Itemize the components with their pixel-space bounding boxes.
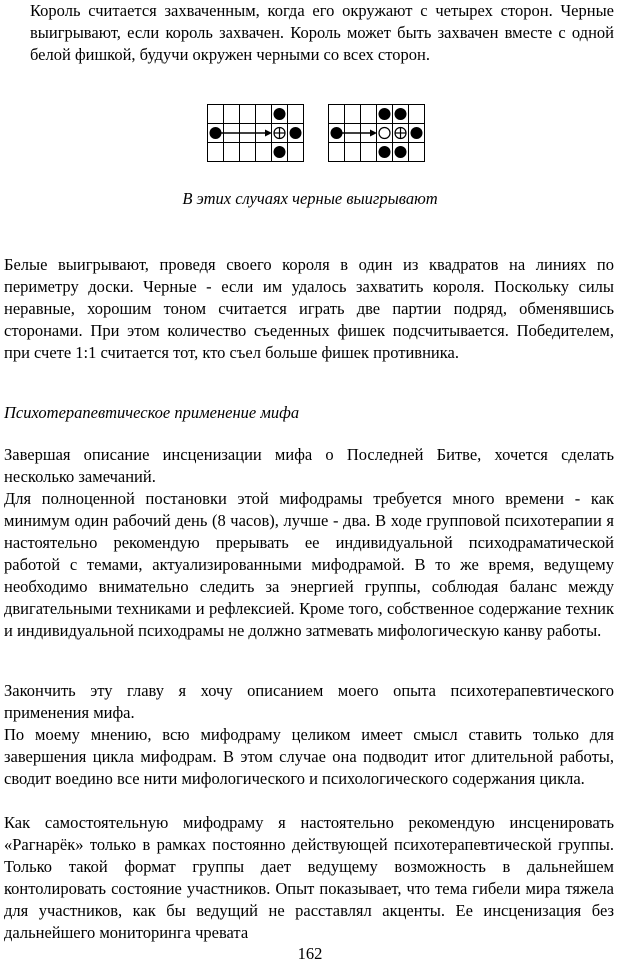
king-piece-icon bbox=[395, 128, 406, 139]
black-piece-bottom-2 bbox=[395, 146, 407, 158]
paragraph-3: Закончить эту главу я хочу описанием моего опыта психотерапевтического применения мифа. bbox=[4, 681, 614, 722]
capture-diagram-king-only bbox=[207, 104, 307, 164]
black-piece-top bbox=[274, 108, 286, 120]
arrow-icon bbox=[221, 130, 272, 137]
black-piece-left bbox=[210, 127, 222, 139]
black-piece-left bbox=[331, 127, 343, 139]
black-piece-bottom bbox=[274, 146, 286, 158]
black-piece-right bbox=[411, 127, 423, 139]
paragraph-4: По моему мнению, всю мифодраму целиком имеет смысл ставить только для завершения цикла мифодрам. В этом случае она подводит итог длительной работы, сводит воедино все нити мифологического и психологического содержания цикла. bbox=[4, 725, 614, 788]
white-piece-icon bbox=[379, 128, 390, 139]
paragraph-white-wins: Белые выигрывают, проведя своего короля в один из квадратов на линиях по периметру доски. Черные - если им удалось захватить короля. Поскольку силы неравные, хорошим тоном считается играть две партии подряд, обменявшись сторонами. При этом количество съеденных фишек подсчитывается. Победителем, при счете 1:1 считается тот, кто съел больше фишек противника. bbox=[4, 255, 614, 362]
page-number: 162 bbox=[297, 944, 323, 963]
diagram-caption: В этих случаях черные выигрывают bbox=[182, 189, 438, 208]
black-piece-right bbox=[290, 127, 302, 139]
king-piece-icon bbox=[274, 128, 285, 139]
paragraph-2: Для полноценной постановки этой мифодрамы требуется много времени - как минимум один рабочий день (8 часов), лучше - два. В ходе групповой психотерапии я настоятельно рекомендую прерывать ее индивидуальной психодраматической работой с темами, актуализированными мифодрамой. В то же время, ведущему необходимо внимательно следить за энергией группы, соблюдая баланс между двигательными техниками и рефлексией. Кроме того, собственное содержание техник и индивидуальной психодрамы не должно затмевать мифологическую канву работы. bbox=[4, 489, 614, 640]
paragraph-5: Как самостоятельную мифодраму я настоятельно рекомендую инсценировать «Рагнарёк» только в рамках постоянно действующей психотерапевтической группы. Только такой формат группы дает ведущему возможность в дальнейшем контолировать состояние участников. Опыт показывает, что тема гибели мира тяжела для участников, как бы ведущий не расставлял акценты. Ее инсценизация без дальнейшего мониторинга чревата bbox=[4, 813, 614, 942]
black-piece-bottom-1 bbox=[379, 146, 391, 158]
capture-diagram-king-with-white bbox=[328, 104, 428, 164]
arrow-icon bbox=[342, 130, 377, 137]
black-piece-top-1 bbox=[379, 108, 391, 120]
section-heading: Психотерапевтическое применение мифа bbox=[4, 403, 300, 422]
paragraph-1: Завершая описание инсценизации мифа о Последней Битве, хочется сделать несколько замечаний. bbox=[4, 445, 614, 486]
black-piece-top-2 bbox=[395, 108, 407, 120]
intro-paragraph: Король считается захваченным, когда его окружают с четырех сторон. Черные выигрывают, если король захвачен. Король может быть захвачен вместе с одной белой фишкой, будучи окружен черными со всех сторон. bbox=[30, 1, 614, 64]
